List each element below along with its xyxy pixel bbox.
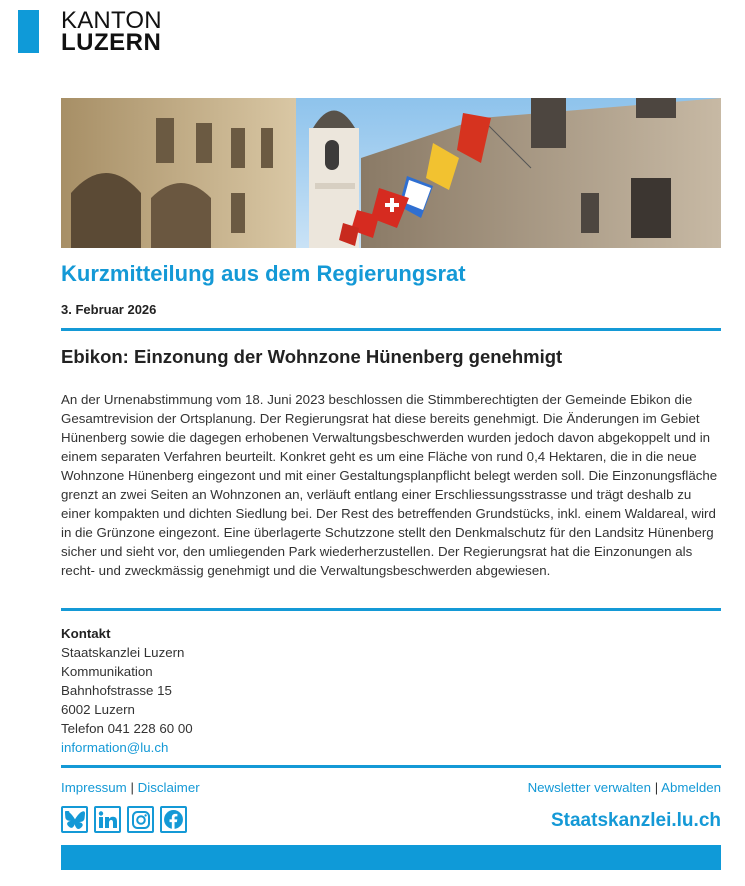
contact-email-link[interactable]: information@lu.ch xyxy=(61,740,169,755)
disclaimer-link[interactable]: Disclaimer xyxy=(137,780,200,795)
contact-dept: Kommunikation xyxy=(61,664,153,679)
site-link[interactable]: Staatskanzlei.lu.ch xyxy=(550,810,721,831)
newsletter-link[interactable]: Newsletter verwalten xyxy=(527,780,651,795)
link-separator: | xyxy=(654,780,659,795)
contact-org: Staatskanzlei Luzern xyxy=(61,645,185,660)
facebook-icon[interactable] xyxy=(160,806,187,833)
contact-street: Bahnhofstrasse 15 xyxy=(61,683,172,698)
logo-bar xyxy=(18,10,39,53)
footer-right-links xyxy=(528,780,721,795)
article-title: Ebikon: Einzonung der Wohnzone Hünenberg genehmigt xyxy=(61,346,563,367)
contact-heading: Kontakt xyxy=(61,626,111,641)
kanton-luzern-logo[interactable] xyxy=(18,7,218,56)
linkedin-icon[interactable] xyxy=(94,806,121,833)
footer-left-links xyxy=(61,780,200,795)
contact-block xyxy=(61,624,721,757)
footer-bar xyxy=(61,845,721,870)
link-separator: | xyxy=(130,780,134,795)
hero-image xyxy=(61,98,721,248)
unsubscribe-link[interactable]: Abmelden xyxy=(661,780,721,795)
logo-line2: LUZERN xyxy=(61,29,162,56)
page-kicker: Kurzmitteilung aus dem Regierungsrat xyxy=(61,261,466,286)
social-links xyxy=(61,806,187,833)
bluesky-icon[interactable] xyxy=(61,806,88,833)
divider xyxy=(61,328,721,331)
contact-city: 6002 Luzern xyxy=(61,702,135,717)
impressum-link[interactable]: Impressum xyxy=(61,780,127,795)
divider xyxy=(61,608,721,611)
instagram-icon[interactable] xyxy=(127,806,154,833)
logo-line1: KANTON xyxy=(61,7,162,34)
contact-phone: Telefon 041 228 60 00 xyxy=(61,721,193,736)
divider xyxy=(61,765,721,768)
publication-date: 3. Februar 2026 xyxy=(61,302,157,317)
article-body: An der Urnenabstimmung vom 18. Juni 2023 beschlossen die Stimmberechtigten der Gemeinde Ebikon die Gesamtrevision der Ortsplanung. Der Regierungsrat hat diese bereits genehmigt. Die Änderungen im Gebiet Hünenberg sowie die dagegen erhobenen Verwaltungsbeschwerden wurden jedoch davon abgekoppelt und in einem separaten Verfahren beurteilt. Konkret geht es um eine Fläche von rund 0,4 Hektaren, die in die neue Wohnzone Hünenberg eingezont und mit einer Gestaltungsplanpflicht belegt werden soll. Die Einzonungsfläche grenzt an zwei Seiten an Wohnzonen an, verläuft entlang einer Erschliessungsstrasse und trägt deshalb zu einer kompakten und dichten Siedlung bei. Der Rest des betreffenden Grundstücks, inkl. einem Waldareal, wird in die Grünzone eingezont. Eine überlagerte Schutzzone stellt den Denkmalschutz für den Landsitz Hünenberg sicher und sieht vor, den umliegenden Park wiederherzustellen. Der Regierungsrat hat die Einzonungen als recht- und zweckmässig genehmigt und die Verwaltungsbeschwerden abgewiesen. xyxy=(61,392,718,578)
